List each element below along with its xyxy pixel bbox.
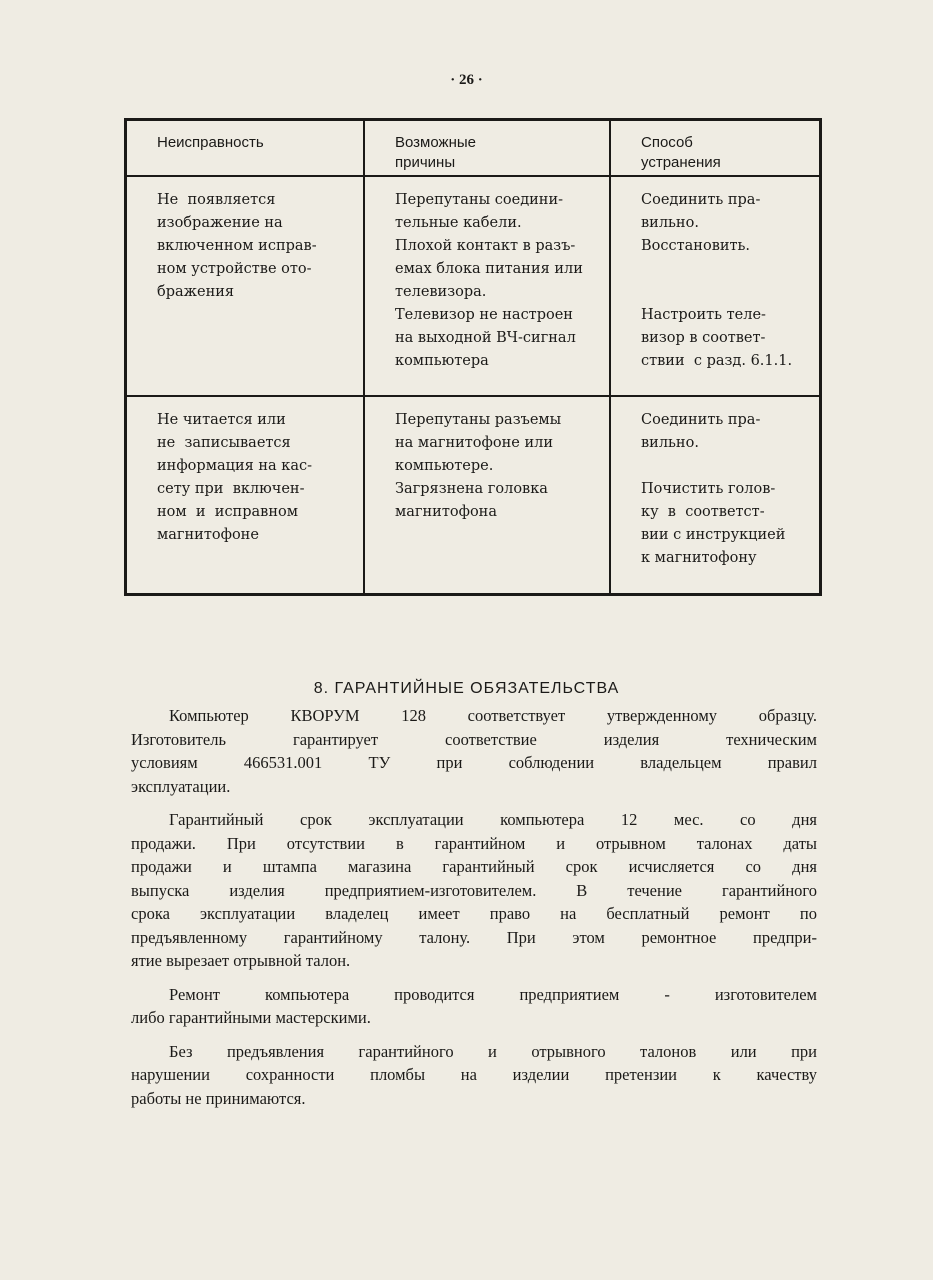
remedy-cell: [610, 176, 821, 396]
cell-line: к магнитофону: [641, 550, 757, 566]
cell-line: сету при включен-: [157, 481, 305, 497]
cell-line: ку в соответст-: [641, 504, 765, 520]
cell-line: на магнитофоне или: [395, 435, 553, 451]
header-line: Возможные: [395, 134, 476, 151]
cell-line: ном и исправном: [157, 504, 298, 520]
cell-line: Телевизор не настроен: [395, 307, 573, 323]
text-line: либо гарантийными мастерскими.: [131, 1008, 371, 1027]
cell-line: Соединить пра-: [641, 192, 761, 208]
section-title: 8. ГАРАНТИЙНЫЕ ОБЯЗАТЕЛЬСТВА: [313, 680, 620, 697]
cell-line: Не появляется: [157, 192, 276, 208]
cell-line: бражения: [157, 284, 235, 300]
cell-line: тельные кабели.: [395, 215, 522, 231]
text-line: продажи и штампа магазина гарантийный срок исчисляется со дня: [131, 857, 817, 876]
cell-line: изображение на: [157, 215, 283, 231]
header-line: устранения: [641, 154, 721, 171]
cell-line: визор в соответ-: [641, 330, 766, 346]
cell-line: не записывается: [157, 435, 291, 451]
cell-line: информация на кас-: [157, 458, 313, 474]
causes-cell: [364, 396, 610, 595]
cell-line: магнитофона: [395, 504, 497, 520]
cell-line: Перепутаны разъемы: [395, 412, 562, 428]
paragraph: [131, 808, 817, 973]
header-causes: [364, 120, 610, 177]
text-line: нарушении сохранности пломбы на изделии претензии к качеству: [131, 1065, 817, 1084]
header-remedy: [610, 120, 821, 177]
text-line: эксплуатации.: [131, 776, 231, 796]
cell-line: Загрязнена головка: [395, 481, 548, 497]
cell-line: включенном исправ-: [157, 238, 317, 254]
text-line: Гарантийный срок эксплуатации компьютера 12 мес. со дня: [169, 810, 817, 829]
cell-line: Почистить голов-: [641, 481, 776, 497]
fault-cell: [126, 396, 365, 595]
cell-line: магнитофоне: [157, 527, 259, 543]
cell-line: вильно.: [641, 215, 699, 231]
header-fault: [126, 120, 365, 177]
cell-line: компьютере.: [395, 458, 494, 474]
text-line: Изготовитель гарантирует соответствие изделия техническим: [131, 729, 817, 749]
cell-line: Настроить теле-: [641, 307, 766, 323]
cell-line: Перепутаны соедини-: [395, 192, 564, 208]
text-line: ятие вырезает отрывной талон.: [131, 951, 351, 970]
causes-cell: [364, 176, 610, 396]
header-line: причины: [395, 154, 456, 171]
cell-line: Соединить пра-: [641, 412, 761, 428]
header-line: Неисправность: [157, 134, 264, 151]
table-row: [126, 176, 821, 396]
text-line: срока эксплуатации владелец имеет право на бесплатный ремонт по: [131, 904, 817, 923]
cell-line: емах блока питания или: [395, 261, 583, 277]
cell-line: Не читается или: [157, 412, 286, 428]
text-line: продажи. При отсутствии в гарантийном и отрывном талонах даты: [131, 833, 817, 853]
text-line: предъявленному гарантийному талону. При этом ремонтное предпри-: [131, 927, 817, 947]
header-line: Способ: [641, 134, 693, 151]
troubleshooting-table: [124, 118, 822, 596]
cell-line: Плохой контакт в разъ-: [395, 238, 576, 254]
text-line: Без предъявления гарантийного и отрывного талонов или при: [169, 1041, 817, 1061]
cell-line: телевизора.: [395, 284, 487, 300]
table-row: [126, 396, 821, 595]
cell-line: ствии с разд. 6.1.1.: [641, 353, 793, 369]
text-line: работы не принимаются.: [131, 1088, 306, 1108]
fault-cell: [126, 176, 365, 396]
paragraph: [131, 704, 817, 798]
paragraph: [131, 1040, 817, 1111]
warranty-text: [131, 704, 817, 1120]
remedy-cell: [610, 396, 821, 595]
text-line: Компьютер КВОРУМ 128 соответствует утвержденному образцу.: [169, 706, 817, 725]
cell-line: вильно.: [641, 435, 699, 451]
paragraph: [131, 983, 817, 1030]
page-number: · 26 ·: [450, 72, 483, 88]
cell-line: на выходной ВЧ-сигнал: [395, 330, 576, 346]
table-header-row: [126, 120, 821, 177]
text-line: Ремонт компьютера проводится предприятием - изготовителем: [169, 984, 817, 1004]
cell-line: Восстановить.: [641, 238, 751, 254]
text-line: выпуска изделия предприятием-изготовителем. В течение гарантийного: [131, 880, 817, 900]
cell-line: ном устройстве ото-: [157, 261, 312, 277]
text-line: условиям 466531.001 ТУ при соблюдении владельцем правил: [131, 753, 817, 772]
cell-line: компьютера: [395, 353, 489, 369]
cell-line: вии с инструкцией: [641, 527, 786, 543]
